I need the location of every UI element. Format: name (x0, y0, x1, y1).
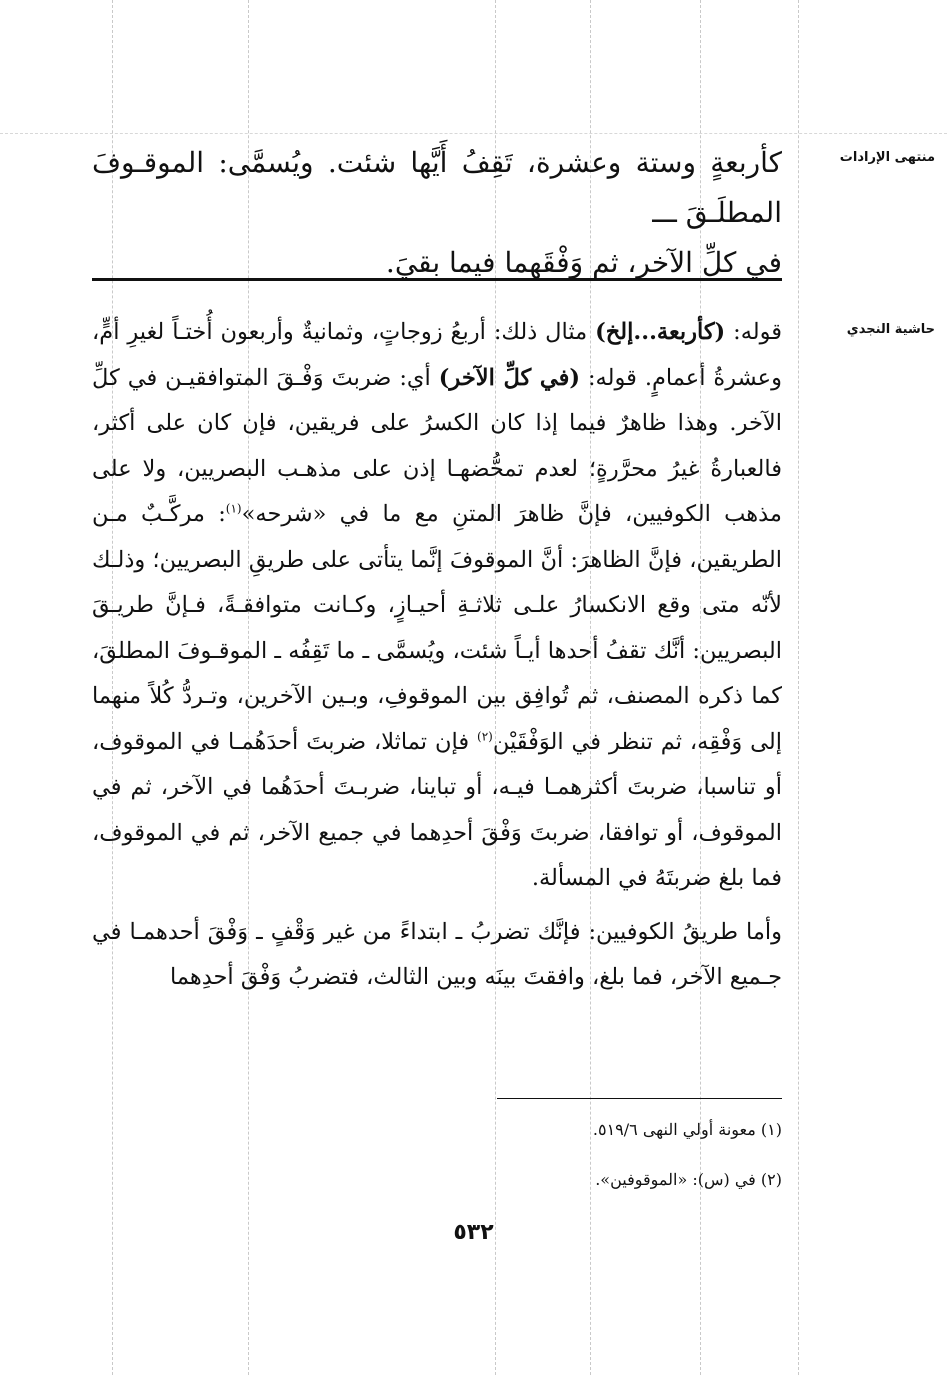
matn-source-label: منتهى الإرادات (839, 150, 935, 165)
matn-line: في كلِّ الآخر، ثم وَفْقَهما فيما بقيَ. (385, 246, 782, 279)
hashiya-paragraph (92, 310, 782, 902)
footnote: (٢) في (س): «الموقوفين». (595, 1170, 782, 1189)
commentary-text: فإن تماثلا، ضربتَ أحدَهُمـا في الموقوف، أو تناسبا، ضربتَ أكثرهمـا فيـه، أو تباينا، ضربـتَ أحدَهُما في الآخر، ثم في الموقوف، أو توافقا، ضربتَ وَفْقَ أحدِهما في جميع الآخر، ثم في الموقوف، فما بلغ ضربتَهُ في المسألة. (92, 728, 782, 891)
commentary-text: : مركَّـبٌ مـن الطريقين، فإنَّ الظاهرَ: أنَّ الموقوفَ إنَّما يتأتى على طريقِ البصريين؛ وذلـك لأنّه متى وقع الانكسارُ علـى ثلاثـةِ أحيـازٍ، وكـانت متوافقـةً، فـإنَّ طريـقَ البصريين: أنَّك تقفُ أحدها أيـاً شئت، ويُسمَّى ـ ما تَقِفُه ـ الموقـوفَ المطلقَ، كما ذكره المصنف، ثم تُوافِق بين الموقوفِ، وبـين الآخرين، وتـردُّ كُلاً منهما إلى وَفْقِه، ثم تنظر في الوَفْقَيْن (92, 501, 782, 755)
lemma: (في كلِّ الآخر) (438, 364, 581, 391)
matn-line: كأربعةٍ وستة وعشرة، تَقِفُ أَيَّها شئت. ويُسمَّى: الموقـوفَ المطلَـقَ ـــ (92, 146, 782, 229)
hashiya-text (92, 310, 782, 1001)
footnotes (92, 1116, 782, 1216)
commentary-text: مثال ذلك: أربعُ زوجاتٍ، وثمانيةٌ وأربعون أُختـاً لغيرِ أمٍّ، وعشرةُ أعمامٍ. قوله: (92, 319, 782, 391)
footnote-ref[interactable]: (١) (225, 501, 242, 516)
section-divider (92, 278, 782, 281)
page-number: ٥٣٢ (453, 1220, 494, 1245)
hashiya-source-label: حاشية النجدي (846, 322, 935, 337)
footnote: (١) معونة أولي النهى ٥١٩/٦. (592, 1120, 782, 1139)
footnote-divider (497, 1098, 782, 1099)
quote-intro: قوله: (733, 319, 782, 345)
footnote-ref[interactable]: (٢) (477, 729, 493, 743)
matn-text (92, 138, 782, 288)
lemma: (كأربعة...إلخ) (595, 319, 726, 345)
page-guide-line (0, 133, 947, 134)
hashiya-paragraph: وأما طريقُ الكوفيين: فإنَّك تضربُ ـ ابتداءً من غير وَقْفٍ ـ وَفْقَ أحدهمـا في جـميع الآخر، فما بلغ، وافقتَ بينَه وبين الثالث، فتضربُ وَفْقَ أحدِهما (92, 918, 782, 990)
commentary-text: أي: ضربتَ وَفْـقَ المتوافقيـن في كلِّ الآخر. وهذا ظاهرٌ فيما إذا كان الكسرُ على فريقين، فإن كان على أكثر، فالعبارةُ غيرُ محرَّرةٍ؛ لعدم تمحُّضهـا إذن على مذهـب البصريين، ولا على مذهب الكوفيين، فإنَّ ظاهرَ المتنِ مع ما في «شرحه» (92, 364, 782, 527)
page-guide-line (798, 0, 799, 1375)
